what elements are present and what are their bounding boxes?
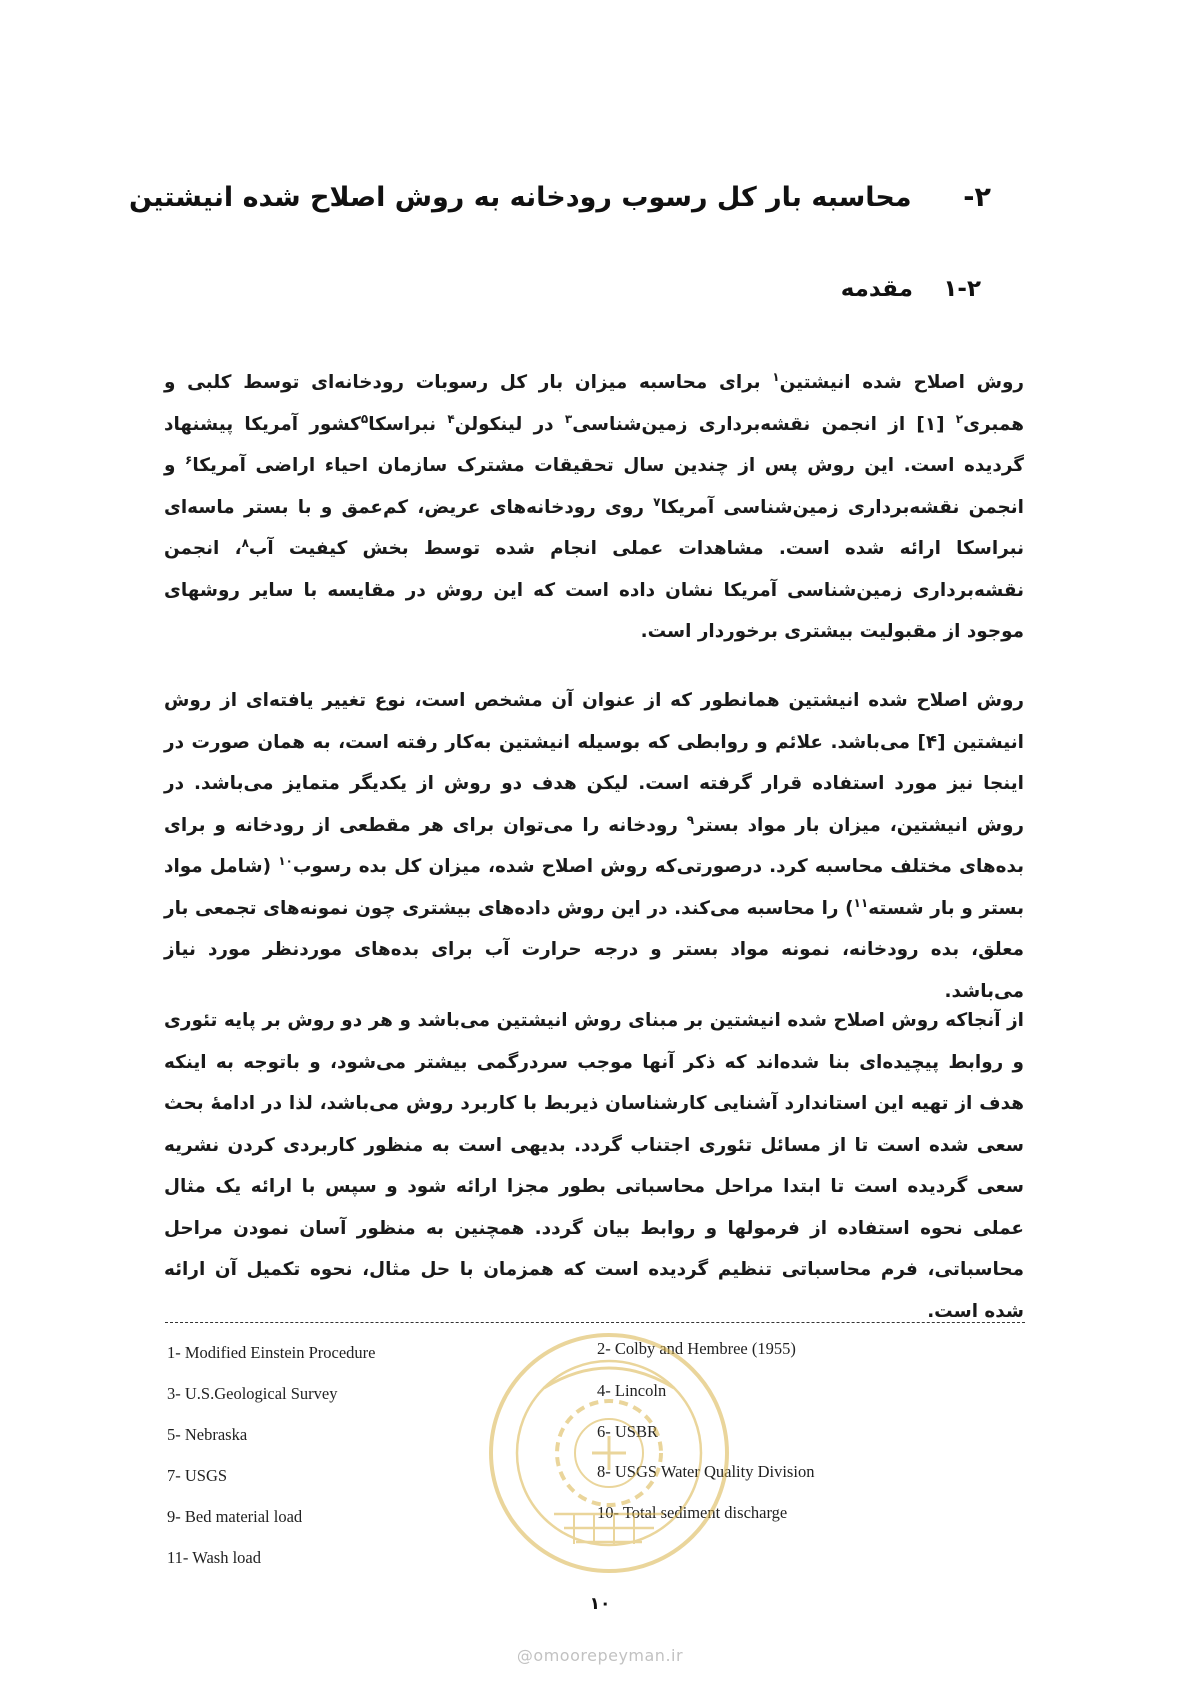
paragraph-text: ، انجمن نقشه‌برداری زمین‌شناسی آمریکا نشان داده است که این روش در مقایسه با سایر روشهای موجود از مقبولیت بیشتری برخوردار است.	[164, 538, 1024, 642]
paragraph-1	[164, 362, 1024, 653]
paragraph-text: (شامل مواد بستر و بار شسته	[164, 856, 1024, 919]
footnote-separator	[165, 1322, 1025, 1323]
paragraph-text: [۱] از انجمن نقشه‌برداری زمین‌شناسی	[572, 413, 956, 435]
footnote-marker: ۵	[360, 411, 369, 426]
paragraph-text: و انجمن نقشه‌برداری زمین‌شناسی آمریکا	[164, 455, 1024, 518]
page-number: ۱۰	[589, 1594, 611, 1614]
footnote-7: 7- USGS	[167, 1466, 228, 1485]
paragraph-text: ) را محاسبه می‌کند. در این روش داده‌های بیشتری چون نمونه‌های تجمعی بار معلق، بده رودخانه، نمونه مواد بستر و درجه حرارت آب برای بده‌های موردنظر مورد نیاز می‌باشد.	[164, 897, 1024, 1002]
paragraph-text: روی رودخانه‌های عریض، کم‌عمق و با بستر ماسه‌ای نبراسکا ارائه شده است. مشاهدات عملی انجام شده توسط بخش کیفیت آب	[164, 496, 1024, 559]
footnote-4: 4- Lincoln	[597, 1381, 667, 1400]
footnote-marker: ۲	[955, 411, 964, 426]
footnote-10: 10- Total sediment discharge	[597, 1503, 788, 1522]
footnote-marker: ۸	[241, 535, 249, 550]
footnote-marker: ۹	[686, 812, 695, 827]
footnote-marker: ۳	[564, 411, 573, 426]
footnote-3: 3- U.S.Geological Survey	[167, 1384, 338, 1403]
watermark-site-text: @omoorepeyman.ir	[516, 1646, 684, 1665]
chapter-title: محاسبه بار کل رسوب رودخانه به روش اصلاح شده انیشتین	[128, 182, 912, 213]
chapter-number: ۲-	[963, 182, 991, 213]
footnote-11: 11- Wash load	[167, 1548, 261, 1567]
watermark-seal-icon	[484, 1328, 734, 1578]
footnote-2: 2- Colby and Hembree (1955)	[597, 1339, 796, 1358]
section-title: مقدمه	[840, 276, 913, 302]
footnote-marker: ۱۰	[278, 853, 293, 868]
paragraph-text: برای محاسبه میزان بار کل رسوبات رودخانه‌ای توسط کلبی و همبری	[164, 372, 1024, 435]
footnote-marker: ۷	[653, 494, 661, 509]
paragraph-text: روش اصلاح شده انیشتین	[779, 372, 1024, 393]
footnote-6: 6- USBR	[597, 1422, 658, 1441]
chapter-heading	[129, 178, 991, 218]
section-number: ۱-۲	[943, 276, 981, 302]
paragraph-text: در لینکولن	[454, 413, 565, 435]
paragraph-text: کشور آمریکا پیشنهاد گردیده است. این روش پس از چندین سال تحقیقات مشترک سازمان احیاء اراضی آمریکا	[164, 413, 1024, 476]
paragraph-text: رودخانه را می‌توان برای هر مقطعی از رودخانه و برای بده‌های مختلف محاسبه کرد. درصورتی‌که روش اصلاح شده، میزان کل بده رسوب	[164, 814, 1024, 877]
footnote-8: 8- USGS Water Quality Division	[597, 1462, 815, 1481]
paragraph-text: روش اصلاح شده انیشتین همانطور که از عنوان آن مشخص است، نوع تغییر یافته‌ای از روش انیشتین [۴] می‌باشد. علائم و روابطی که بوسیله انیشتین به‌کار رفته است، به همان صورت در اینجا نیز مورد استفاده قرار گرفته است. لیکن هدف دو روش از یکدیگر متمایز می‌باشد. در روش انیشتین، میزان بار مواد بستر	[164, 690, 1024, 836]
paragraph-2	[164, 680, 1024, 1012]
footnote-marker: ۴	[447, 411, 455, 426]
footnote-5: 5- Nebraska	[167, 1425, 248, 1444]
footnote-marker: ۱۱	[853, 895, 869, 910]
footnote-marker: ۱	[772, 369, 780, 384]
footnote-marker: ۶	[185, 452, 193, 467]
paragraph-text: نبراسکا	[368, 413, 448, 435]
paragraph-3: از آنجاکه روش اصلاح شده انیشتین بر مبنای روش انیشتین می‌باشد و هر دو روش بر پایه تئوری و روابط پیچیده‌ای بنا شده‌اند که ذکر آنها موجب سردرگمی بیشتر می‌شود، و باتوجه به اینکه هدف از تهیه این استاندارد آشنایی کارشناسان ذیربط با کاربرد روش می‌باشد، لذا در ادامهٔ بحث سعی شده است تا از مسائل تئوری اجتناب گردد. بدیهی است به منظور کاربردی کردن نشریه سعی گردیده است تا ابتدا مراحل محاسباتی بطور مجزا ارائه شود و سپس با ارائه یک مثال عملی نحوه استفاده از فرمولها و روابط بیان گردد. همچنین به منظور آسان نمودن مراحل محاسباتی، فرم محاسباتی تنظیم گردیده است که همزمان با حل مثال، نحوه تکمیل آن ارائه شده است.	[164, 1010, 1024, 1322]
section-heading	[841, 272, 981, 306]
footnote-9: 9- Bed material load	[167, 1507, 303, 1526]
footnote-1: 1- Modified Einstein Procedure	[167, 1343, 376, 1362]
